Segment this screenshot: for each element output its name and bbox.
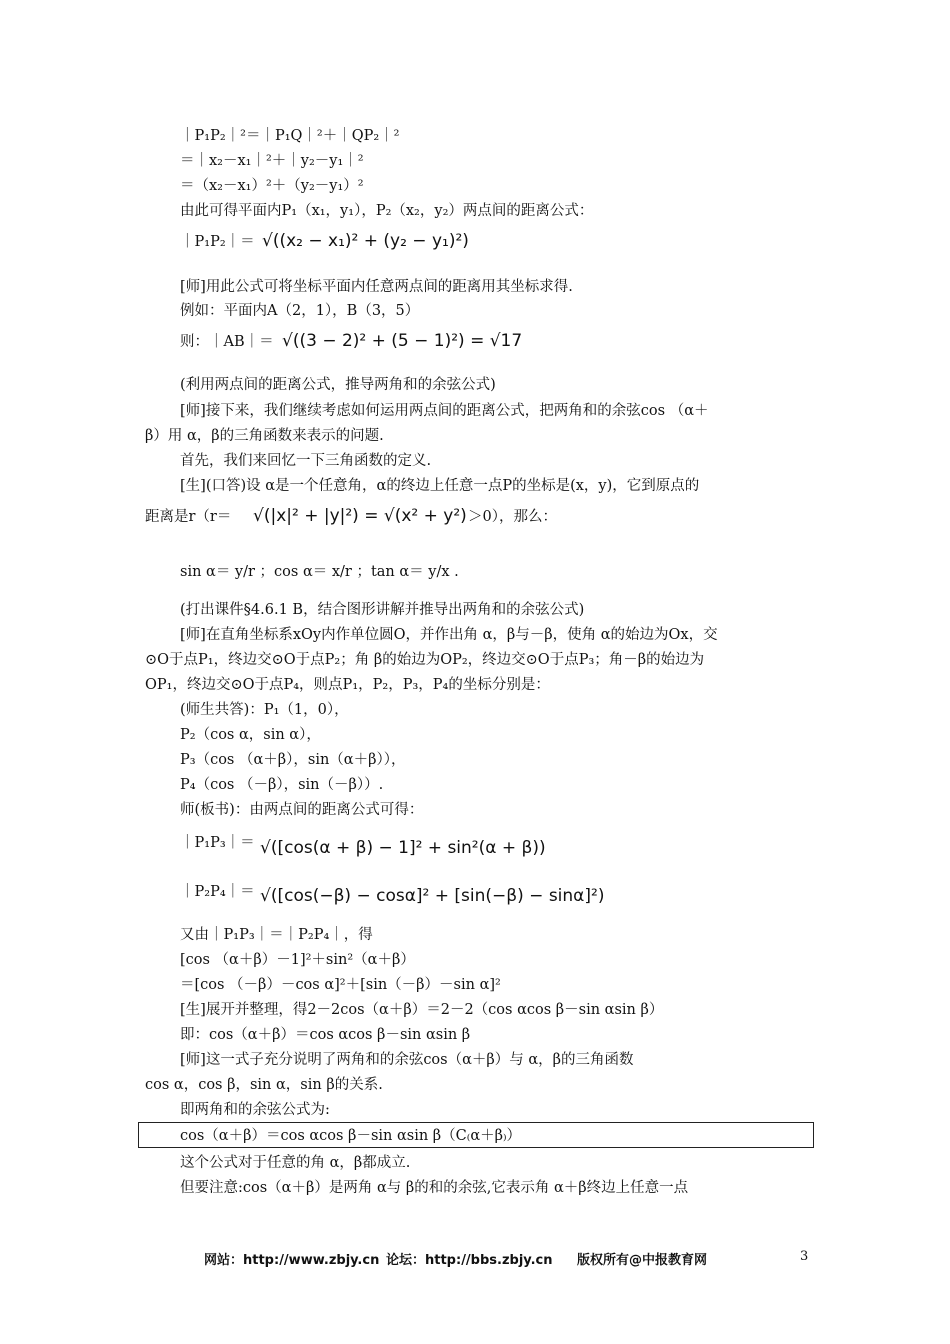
paragraph-line: 又由｜P₁P₃｜＝｜P₂P₄｜，得 [180,927,373,943]
p2p4-formula: √([cos(−β) − cosα]² + [sin(−β) − sinα]²) [260,886,605,906]
distance-formula: √((x₂ − x₁)² + (y₂ − y₁)²) [262,231,469,251]
footer-copyright: 版权所有@中报教育网 [577,1253,708,1268]
radius-formula: √(|x|² + |y|²) = √(x² + y²) [253,506,467,526]
equation-line: [cos （α＋β）－1]²＋sin²（α＋β） [180,952,415,968]
example-label: 则：｜AB｜＝ [180,334,274,350]
paragraph-line: [生]展开并整理，得2－2cos（α＋β）＝2－2（cos αcos β－sin αsin β） [180,1002,664,1018]
paragraph-line: 这个公式对于任意的角 α，β都成立. [180,1155,411,1171]
paragraph-line: 首先，我们来回忆一下三角函数的定义. [180,453,432,469]
footer-website: 网站：http://www.zbjy.cn [204,1253,380,1268]
paragraph-line: OP₁，终边交⊙O于点P₄，则点P₁，P₂，P₃，P₄的坐标分别是： [145,677,550,693]
p1p3-formula: √([cos(α + β) − 1]² + sin²(α + β)) [260,838,546,858]
paragraph-line: 即：cos（α＋β）＝cos αcos β－sin αsin β [180,1027,471,1043]
p1p3-label: ｜P₁P₃｜＝ [180,835,255,851]
boxed-formula: cos（α＋β）＝cos αcos β－sin αsin β（C₍α＋β₎） [180,1128,522,1144]
paragraph-line: [师]用此公式可将坐标平面内任意两点间的距离用其坐标求得. [180,279,573,295]
paragraph-line: 师(板书)：由两点间的距离公式可得： [180,802,424,818]
paragraph-line: [师]在直角坐标系xOy内作单位圆O，并作出角 α，β与－β，使角 α的始边为Ox，交 [180,627,718,643]
example-formula: √((3 − 2)² + (5 − 1)²) = √17 [282,331,523,351]
paragraph-line: 由此可得平面内P₁（x₁，y₁），P₂（x₂，y₂）两点间的距离公式： [180,203,594,219]
equation-line: ＝｜x₂－x₁｜²＋｜y₂－y₁｜² [180,153,364,169]
paragraph-line: ⊙O于点P₁，终边交⊙O于点P₂；角 β的始边为OP₂，终边交⊙O于点P₃；角－β的始边为 [145,652,705,668]
paragraph-line: [师]这一式子充分说明了两角和的余弦cos（α＋β）与 α，β的三角函数 [180,1052,634,1068]
paragraph-line: [师]接下来，我们继续考虑如何运用两点间的距离公式，把两角和的余弦cos （α＋ [180,403,709,419]
paragraph-line: β）用 α，β的三角函数来表示的问题. [145,428,384,444]
paragraph-line: (师生共答)：P₁（1，0）， [180,702,349,718]
paragraph-line: cos α，cos β，sin α，sin β的关系. [145,1077,383,1093]
paragraph-line: P₃（cos （α＋β），sin（α＋β））， [180,752,406,768]
paragraph-line: 但要注意:cos（α＋β）是两角 α与 β的和的余弦,它表示角 α＋β终边上任意一点 [180,1180,689,1196]
paragraph-line: (打出课件§4.6.1 B，结合图形讲解并推导出两角和的余弦公式) [180,602,585,618]
paragraph-line: ＞0），那么： [468,509,557,525]
paragraph-line: P₂（cos α，sin α）， [180,727,321,743]
equation-line: ＝[cos （－β）－cos α]²＋[sin（－β）－sin α]² [180,977,501,993]
footer-forum: 论坛：http://bbs.zbjy.cn [386,1253,553,1268]
paragraph-line: P₄（cos （－β），sin（－β））. [180,777,384,793]
paragraph-line: (利用两点间的距离公式，推导两角和的余弦公式) [180,377,496,393]
distance-formula-label: ｜P₁P₂｜＝ [180,234,255,250]
trig-definitions: sin α＝ y/r ；cos α＝ x/r ；tan α＝ y/x . [180,564,459,580]
p2p4-label: ｜P₂P₄｜＝ [180,884,255,900]
paragraph-line: 例如：平面内A（2，1），B（3，5） [180,303,420,319]
paragraph-line: [生](口答)设 α是一个任意角，α的终边上任意一点P的坐标是(x，y)，它到原点的 [180,478,700,494]
equation-line: ｜P₁P₂｜²＝｜P₁Q｜²＋｜QP₂｜² [180,128,400,144]
paragraph-line: 即两角和的余弦公式为: [180,1102,330,1118]
paragraph-line: 距离是r（r＝ [145,509,232,525]
page-number: 3 [800,1249,809,1264]
equation-line: ＝（x₂－x₁）²＋（y₂－y₁）² [180,178,364,194]
